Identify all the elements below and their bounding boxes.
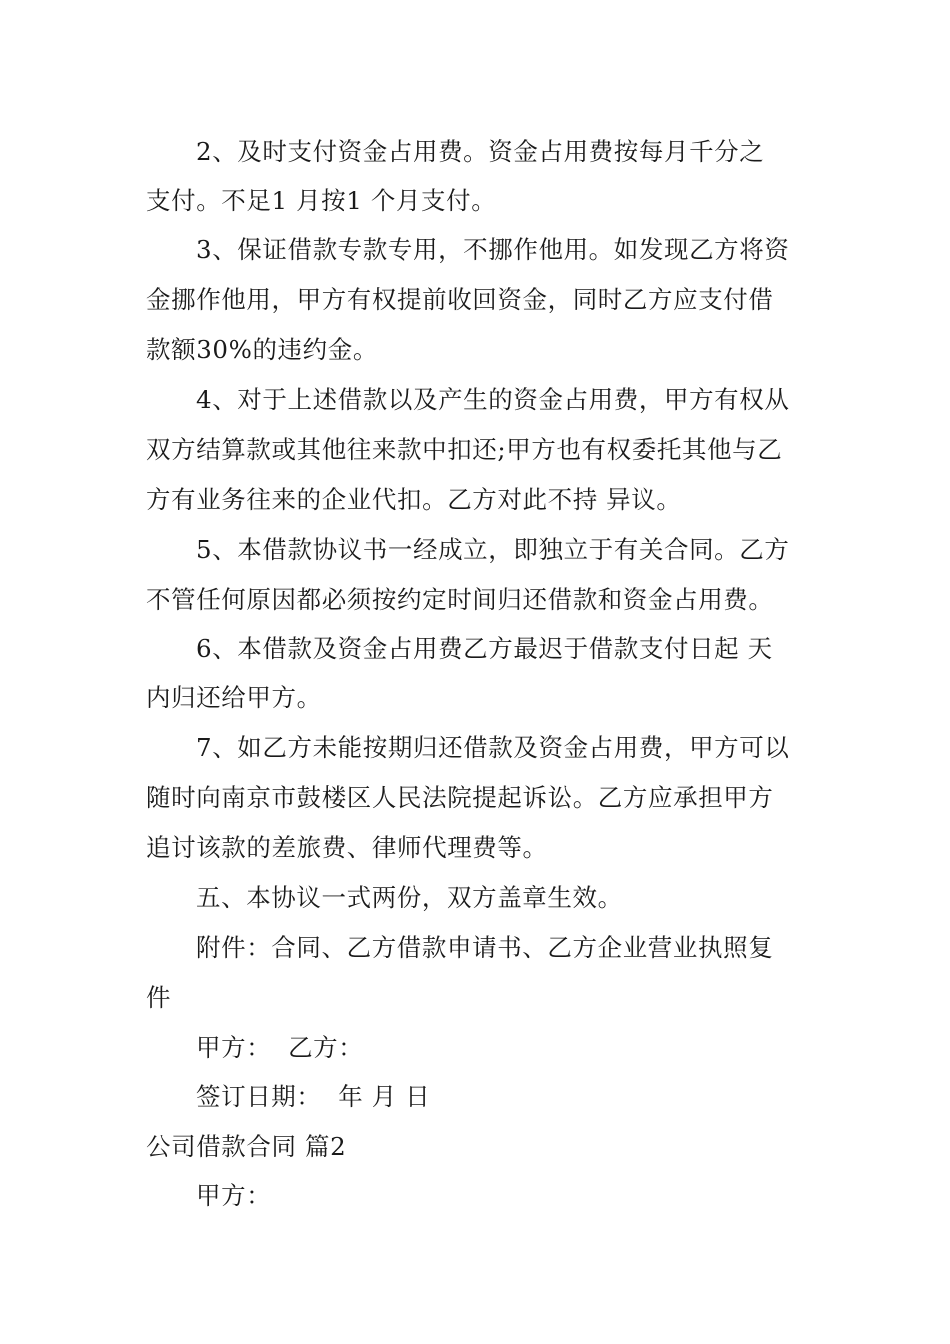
party-a-line: 甲方： xyxy=(196,1181,272,1210)
attachment-line-2: 件 xyxy=(146,983,172,1012)
clause-5-line-2: 不管任何原因都必须按约定时间归还借款和资金占用费。 xyxy=(146,585,774,614)
clause-7-line-1: 7、如乙方未能按期归还借款及资金占用费，甲方可以 xyxy=(196,733,790,762)
clause-3-line-2: 金挪作他用，甲方有权提前收回资金，同时乙方应支付借 xyxy=(146,285,774,314)
article-5-line: 五、本协议一式两份，双方盖章生效。 xyxy=(196,883,623,912)
clause-6-line-1: 6、本借款及资金占用费乙方最迟于借款支付日起 天 xyxy=(196,634,773,663)
signature-parties-line: 甲方： 乙方： xyxy=(196,1033,364,1062)
clause-2-line-1: 2、及时支付资金占用费。资金占用费按每月千分之 xyxy=(196,137,765,166)
clause-4-line-2: 双方结算款或其他往来款中扣还;甲方也有权委托其他与乙 xyxy=(146,435,783,464)
section-heading: 公司借款合同 篇2 xyxy=(146,1132,347,1161)
signing-date-line: 签订日期： 年 月 日 xyxy=(196,1082,431,1111)
clause-4-line-1: 4、对于上述借款以及产生的资金占用费，甲方有权从 xyxy=(196,385,790,414)
clause-3-line-1: 3、保证借款专款专用，不挪作他用。如发现乙方将资 xyxy=(196,235,790,264)
clause-5-line-1: 5、本借款协议书一经成立，即独立于有关合同。乙方 xyxy=(196,535,790,564)
clause-7-line-2: 随时向南京市鼓楼区人民法院提起诉讼。乙方应承担甲方 xyxy=(146,783,774,812)
clause-3-line-3: 款额30%的违约金。 xyxy=(146,335,378,364)
clause-7-line-3: 追讨该款的差旅费、律师代理费等。 xyxy=(146,833,548,862)
clause-4-line-3: 方有业务往来的企业代扣。乙方对此不持 异议。 xyxy=(146,485,682,514)
clause-2-line-2: 支付。不足1 月按1 个月支付。 xyxy=(146,186,497,215)
attachment-line-1: 附件：合同、乙方借款申请书、乙方企业营业执照复 xyxy=(196,933,774,962)
clause-6-line-2: 内归还给甲方。 xyxy=(146,683,322,712)
